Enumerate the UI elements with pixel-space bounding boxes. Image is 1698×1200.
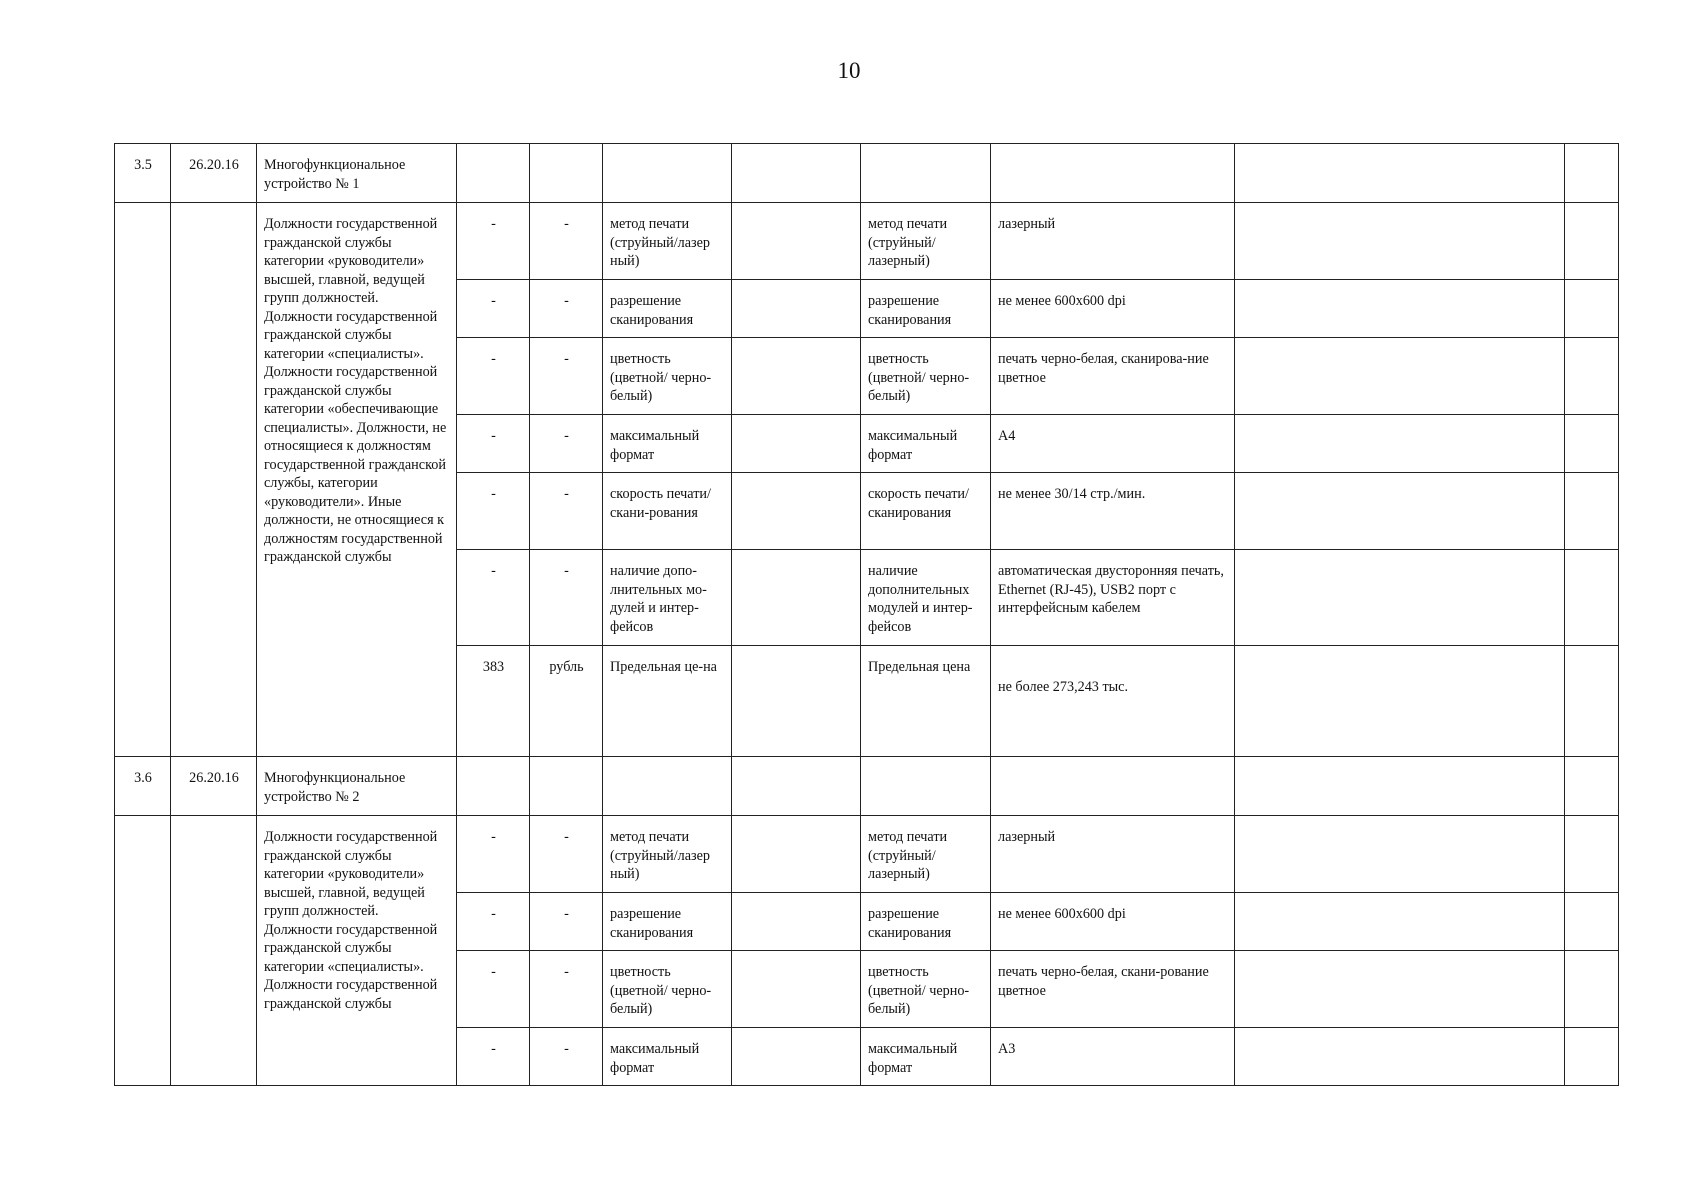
okei-code: -	[457, 550, 530, 646]
unit-name: -	[530, 816, 603, 893]
okei-code: -	[457, 893, 530, 951]
characteristic-row	[115, 816, 1619, 893]
unit-name: -	[530, 1028, 603, 1086]
characteristic-value: не менее 30/14 стр./мин.	[991, 473, 1235, 550]
characteristic-name: скорость печати/ скани-рования	[603, 473, 732, 550]
price-limit-value: не более 273,243 тыс.	[998, 679, 1129, 695]
page-number: 10	[837, 58, 861, 83]
item-number: 3.5	[115, 144, 171, 203]
characteristic-name-approved: разрешение сканирования	[861, 280, 991, 338]
okei-code: -	[457, 951, 530, 1028]
unit-name: -	[530, 550, 603, 646]
item-header-row	[115, 757, 1619, 816]
characteristic-name: метод печати (струйный/лазер ный)	[603, 203, 732, 280]
characteristic-name-approved: метод печати (струйный/ лазерный)	[861, 816, 991, 893]
characteristic-value: автоматическая двусторонняя печать, Ethernet (RJ-45), USB2 порт с интерфейсным кабелем	[991, 550, 1235, 646]
okei-code: -	[457, 415, 530, 473]
item-name: Многофункциональное устройство № 2	[257, 757, 457, 816]
characteristic-name: наличие допо-лнительных мо-дулей и интер-фейсов	[603, 550, 732, 646]
unit-name: -	[530, 415, 603, 473]
okei-code: -	[457, 280, 530, 338]
characteristic-name-approved: Предельная цена	[861, 646, 991, 757]
characteristic-value: печать черно-белая, скани-рование цветное	[991, 951, 1235, 1028]
item-header-row	[115, 144, 1619, 203]
item-code: 26.20.16	[171, 144, 257, 203]
characteristic-name: разрешение сканирования	[603, 280, 732, 338]
characteristic-name: Предельная це-на	[603, 646, 732, 757]
characteristic-name-approved: скорость печати/ сканирования	[861, 473, 991, 550]
characteristic-value: А3	[991, 1028, 1235, 1086]
unit-name: -	[530, 473, 603, 550]
characteristic-name-approved: разрешение сканирования	[861, 893, 991, 951]
unit-name: -	[530, 203, 603, 280]
characteristic-name-approved: наличие дополнительных модулей и интер-фейсов	[861, 550, 991, 646]
characteristic-row	[115, 203, 1619, 280]
okei-code: -	[457, 203, 530, 280]
unit-name: -	[530, 951, 603, 1028]
characteristic-name: разрешение сканирования	[603, 893, 732, 951]
characteristic-name: цветность (цветной/ черно-белый)	[603, 951, 732, 1028]
positions-cell: Должности государственной гражданской службы категории «руководители» высшей, главной, ведущей групп должностей. Должности государственной гражданской службы категории «специалисты». Должности государственной гражданской службы категории «обеспечивающие специалисты». Должности, не относящиеся к должностям государственной гражданской службы, категории «руководители». Иные должности, не относящиеся к должностям государственной гражданской службы	[257, 203, 457, 757]
characteristic-value: не менее 600х600 dpi	[991, 280, 1235, 338]
okei-code: -	[457, 473, 530, 550]
characteristic-name-approved: цветность (цветной/ черно-белый)	[861, 951, 991, 1028]
characteristic-name-approved: метод печати (струйный/ лазерный)	[861, 203, 991, 280]
characteristic-name-approved: максимальный формат	[861, 415, 991, 473]
okei-code: -	[457, 1028, 530, 1086]
characteristic-value: лазерный	[991, 816, 1235, 893]
item-number: 3.6	[115, 757, 171, 816]
characteristic-value: лазерный	[991, 203, 1235, 280]
unit-name: -	[530, 280, 603, 338]
characteristic-name: максимальный формат	[603, 1028, 732, 1086]
characteristic-value	[991, 646, 1235, 757]
item-code: 26.20.16	[171, 757, 257, 816]
okei-code: -	[457, 816, 530, 893]
characteristic-name-approved: цветность (цветной/ черно-белый)	[861, 338, 991, 415]
characteristic-value: печать черно-белая, сканирова-ние цветное	[991, 338, 1235, 415]
okei-code: 383	[457, 646, 530, 757]
unit-name: -	[530, 893, 603, 951]
positions-cell: Должности государственной гражданской службы категории «руководители» высшей, главной, ведущей групп должностей. Должности государственной гражданской службы категории «специалисты». Должности государственной гражданской службы	[257, 816, 457, 1086]
characteristic-name: метод печати (струйный/лазер ный)	[603, 816, 732, 893]
unit-name: -	[530, 338, 603, 415]
characteristic-value: не менее 600х600 dpi	[991, 893, 1235, 951]
characteristic-name: максимальный формат	[603, 415, 732, 473]
unit-name: рубль	[530, 646, 603, 757]
characteristic-name-approved: максимальный формат	[861, 1028, 991, 1086]
characteristic-name: цветность (цветной/ черно-белый)	[603, 338, 732, 415]
specification-table	[114, 143, 1619, 1086]
item-name: Многофункциональное устройство № 1	[257, 144, 457, 203]
characteristic-value: А4	[991, 415, 1235, 473]
okei-code: -	[457, 338, 530, 415]
